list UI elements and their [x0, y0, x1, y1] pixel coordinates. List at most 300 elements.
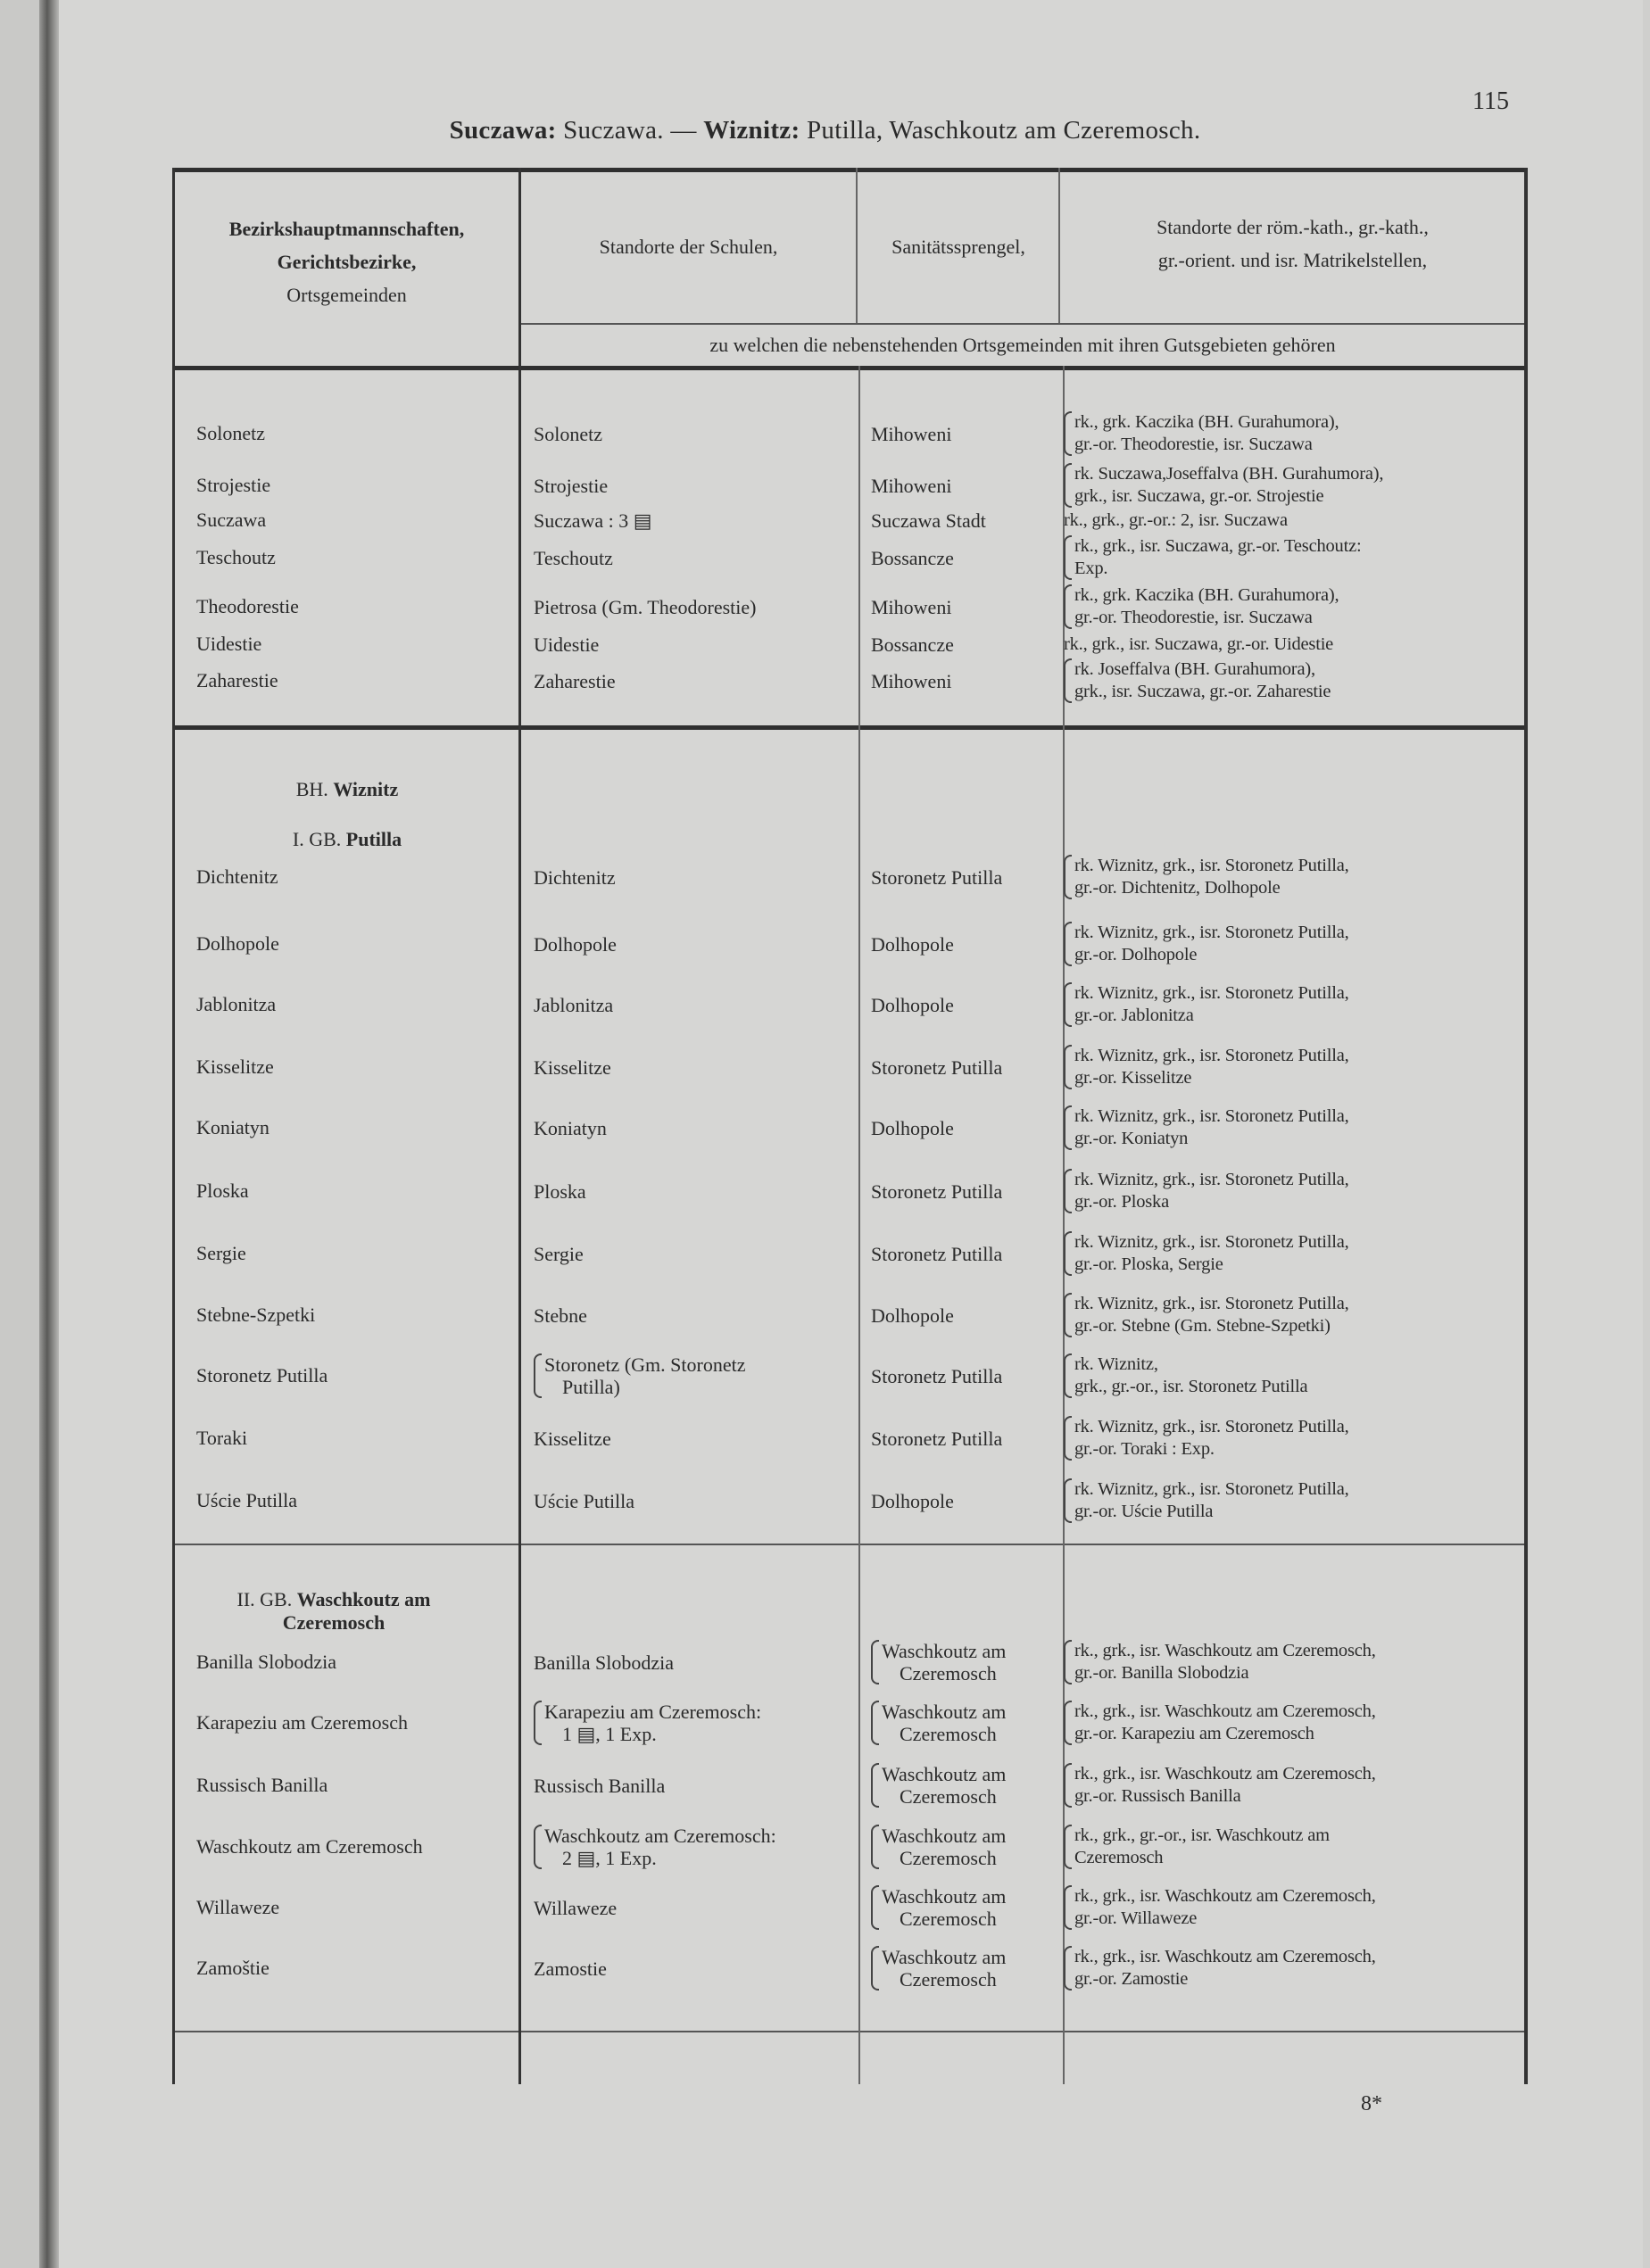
brace-icon [1064, 1825, 1072, 1869]
section-heading [200, 778, 494, 801]
data-table [172, 168, 1528, 2084]
school-location-cell-lines [534, 596, 756, 618]
sanitary-district-cell [871, 1042, 1072, 1092]
registry-office-cell-line: gr.-or. Karapeziu am Czeremosch [1074, 1724, 1314, 1743]
school-location-cell-line: Putilla) [562, 1376, 620, 1398]
registry-office-cell-line: rk. Wiznitz, grk., isr. Storonetz Putilla, [1074, 1417, 1349, 1436]
registry-office-cell-line: gr.-or. Russisch Banilla [1074, 1786, 1241, 1806]
registry-office-cell-lines [1064, 509, 1288, 532]
registry-office-cell-line: rk. Wiznitz, grk., isr. Storonetz Putilla, [1074, 1232, 1349, 1252]
brace-icon [534, 1701, 542, 1745]
school-location-cell-line: Teschoutz [534, 546, 613, 569]
school-location-cell [534, 980, 864, 1030]
school-location-cell-line: 2 ▤, 1 Exp. [562, 1847, 657, 1869]
sanitary-district-cell-lines [871, 1243, 1002, 1265]
school-location-cell-line: Dichtenitz [534, 865, 616, 889]
registry-office-cell [1064, 1476, 1528, 1526]
section-rule-1 [175, 725, 1524, 730]
registry-office-cell-line: rk. Joseffalva (BH. Gurahumora), [1074, 659, 1315, 679]
section-heading [200, 828, 494, 851]
municipality-name: Ploska [196, 1180, 249, 1202]
brace-icon [871, 1701, 879, 1745]
school-location-cell-lines [534, 1243, 584, 1265]
school-location-cell-lines [534, 423, 602, 445]
page-title [0, 116, 1650, 145]
sanitary-district-cell-lines [871, 1428, 1002, 1450]
scan-margin-right [1643, 0, 1650, 2268]
registry-office-cell-lines [1064, 633, 1333, 656]
registry-office-cell-line: rk. Wiznitz, grk., isr. Storonetz Putilla, [1074, 1294, 1349, 1313]
brace-icon [871, 1825, 879, 1869]
header-col-sanitary: Sanitätssprengel, [891, 236, 1025, 258]
sanitary-district-cell-lines [871, 633, 954, 656]
brace-icon [871, 1885, 879, 1930]
school-location-cell-lines [534, 1651, 674, 1674]
school-location-cell-lines [544, 1353, 745, 1398]
school-location-cell-line: Kisselitze [534, 1055, 611, 1079]
sanitary-district-cell-line: Mihoweni [871, 422, 952, 445]
brace-icon [1064, 1763, 1072, 1808]
school-location-cell-line: Uidestie [534, 633, 600, 656]
school-location-cell-lines [534, 1897, 617, 1919]
school-location-cell [534, 533, 864, 583]
sanitary-district-cell [871, 1637, 1072, 1687]
registry-office-cell-lines [1074, 1640, 1376, 1684]
section-heading-prefix: BH. [295, 778, 334, 800]
registry-office-cell-line: rk. Suczawa,Joseffalva (BH. Gurahumora), [1074, 464, 1384, 484]
header-col1-line2: Gerichtsbezirke, [277, 251, 417, 273]
municipality-cell [196, 533, 509, 583]
school-location-cell-line: Stebne [534, 1304, 587, 1327]
brace-icon [1064, 1169, 1072, 1213]
sanitary-district-cell-lines [882, 1825, 1006, 1869]
school-location-cell [534, 1042, 864, 1092]
registry-office-cell-line: gr.-or. Stebne (Gm. Stebne-Szpetki) [1074, 1316, 1331, 1336]
school-location-cell-line: Storonetz (Gm. Storonetz [544, 1353, 746, 1376]
registry-office-cell-line: rk., grk., gr.-or.: 2, isr. Suczawa [1064, 509, 1288, 530]
sanitary-district-cell-lines [871, 1117, 954, 1139]
header-col-schools: Standorte der Schulen, [599, 236, 778, 258]
sanitary-district-cell-line: Waschkoutz am [882, 1640, 1007, 1662]
school-location-cell-lines [534, 1490, 634, 1512]
registry-office-cell-lines [1074, 535, 1362, 580]
registry-office-cell-line: rk. Wiznitz, grk., isr. Storonetz Putilla, [1074, 983, 1349, 1003]
registry-office-cell-lines [1074, 1045, 1349, 1089]
brace-icon [1064, 1045, 1072, 1089]
table-row [175, 1290, 1524, 1340]
table-row [175, 656, 1524, 706]
table-row [175, 1413, 1524, 1463]
brace-icon [1064, 1416, 1072, 1461]
registry-office-cell-line: gr.-or. Theodorestie, isr. Suczawa [1074, 608, 1313, 627]
municipality-name: Waschkoutz am Czeremosch [196, 1835, 423, 1858]
registry-office-cell-lines [1074, 855, 1349, 899]
municipality-cell [196, 1166, 509, 1216]
sanitary-district-cell-lines [882, 1946, 1006, 1991]
header-col4-line2: gr.-orient. und isr. Matrikelstellen, [1157, 249, 1428, 271]
scan-margin [0, 0, 39, 2268]
sanitary-district-cell-line: Mihoweni [871, 474, 952, 497]
registry-office-cell-line: Czeremosch [1074, 1848, 1164, 1867]
school-location-cell-lines [544, 1701, 761, 1745]
sanitary-district-cell-line: Storonetz Putilla [871, 1364, 1003, 1387]
table-row [175, 533, 1524, 583]
registry-office-cell-line: Exp. [1074, 559, 1108, 578]
sanitary-district-cell-line: Suczawa Stadt [871, 509, 986, 532]
table-row [175, 852, 1524, 902]
sanitary-district-cell [871, 1229, 1072, 1279]
brace-icon [871, 1640, 879, 1684]
municipality-name: Toraki [196, 1427, 248, 1449]
title-text-a: Suczawa. — [556, 116, 704, 145]
sanitary-district-cell [871, 1760, 1072, 1810]
municipality-cell [196, 1290, 509, 1340]
school-location-cell [534, 1760, 864, 1810]
table-row [175, 1166, 1524, 1216]
registry-office-cell-line: rk. Wiznitz, [1074, 1354, 1158, 1374]
registry-office-cell-line: rk. Wiznitz, grk., isr. Storonetz Putilla, [1074, 1046, 1349, 1065]
registry-office-cell-line: rk. Wiznitz, grk., isr. Storonetz Putilla, [1074, 1106, 1349, 1126]
municipality-name: Theodorestie [196, 595, 299, 617]
school-location-cell-line: Kisselitze [534, 1427, 611, 1450]
sanitary-district-cell-line: Waschkoutz am [882, 1763, 1007, 1785]
registry-office-cell-line: gr.-or. Ploska, Sergie [1074, 1254, 1223, 1274]
table-row [175, 1883, 1524, 1933]
school-location-cell-line: Ploska [534, 1180, 586, 1203]
sanitary-district-cell-line: Storonetz Putilla [871, 1242, 1003, 1265]
table-row [175, 1103, 1524, 1153]
header-col-registry [1061, 211, 1524, 277]
school-location-cell [534, 1883, 864, 1933]
sanitary-district-cell-lines [871, 1490, 954, 1512]
school-location-cell [534, 1637, 864, 1687]
municipality-cell [196, 1822, 509, 1872]
sanitary-district-cell-line: Mihoweni [871, 595, 952, 618]
municipality-cell [196, 919, 509, 969]
registry-office-cell-line: rk., grk., isr. Waschkoutz am Czeremosch, [1074, 1764, 1376, 1784]
registry-office-cell-lines [1074, 1416, 1349, 1461]
table-row [175, 1229, 1524, 1279]
school-location-cell-lines [534, 1056, 611, 1079]
header-col4-line1: Standorte der röm.-kath., gr.-kath., [1157, 216, 1429, 238]
school-location-cell-line: Russisch Banilla [534, 1774, 666, 1797]
sanitary-district-cell [871, 533, 1072, 583]
municipality-name: Jablonitza [196, 993, 277, 1015]
sanitary-district-cell [871, 1943, 1072, 1993]
registry-office-cell-lines [1074, 658, 1331, 703]
sanitary-district-cell-lines [871, 423, 951, 445]
registry-office-cell-lines [1074, 1701, 1376, 1745]
school-location-cell-line: Strojestie [534, 474, 609, 497]
registry-office-cell-lines [1074, 1478, 1349, 1523]
school-location-cell-line: Willaweze [534, 1896, 618, 1919]
sanitary-district-cell [871, 409, 1072, 459]
sanitary-district-cell [871, 1883, 1072, 1933]
municipality-cell [196, 1229, 509, 1279]
registry-office-cell-line: gr.-or. Uście Putilla [1074, 1502, 1214, 1521]
school-location-cell-lines [534, 1958, 607, 1980]
brace-icon [1064, 411, 1072, 456]
school-location-cell-lines [534, 866, 616, 889]
sanitary-district-cell-line: Waschkoutz am [882, 1946, 1007, 1968]
registry-office-cell [1064, 1042, 1528, 1092]
school-location-cell-lines [544, 1825, 776, 1869]
header-span-note: zu welchen die nebenstehenden Ortsgemeinden mit ihren Gutsgebieten gehören [709, 334, 1336, 356]
sanitary-district-cell-lines [871, 1180, 1002, 1203]
registry-office-cell [1064, 409, 1528, 459]
municipality-cell [196, 1883, 509, 1933]
brace-icon [1064, 1946, 1072, 1991]
registry-office-cell-line: rk., grk. Kaczika (BH. Gurahumora), [1074, 412, 1339, 432]
section-heading-name: Waschkoutz am Czeremosch [282, 1588, 431, 1634]
school-location-cell [534, 409, 864, 459]
table-row [175, 1476, 1524, 1526]
sanitary-district-cell-line: Waschkoutz am [882, 1825, 1007, 1847]
sanitary-district-cell-line: Czeremosch [900, 1847, 997, 1869]
section-heading-name: Putilla [345, 828, 402, 850]
school-location-cell [534, 1103, 864, 1153]
sanitary-district-cell-line: Czeremosch [900, 1908, 997, 1930]
school-location-cell-lines [534, 994, 613, 1016]
registry-office-cell-lines [1074, 1825, 1330, 1869]
section-heading-name: Wiznitz [333, 778, 399, 800]
column-divider-3-header [1058, 168, 1060, 323]
table-row [175, 1698, 1524, 1748]
municipality-name: Koniatyn [196, 1116, 269, 1138]
registry-office-cell-line: rk. Wiznitz, grk., isr. Storonetz Putilla, [1074, 856, 1349, 875]
sanitary-district-cell [871, 852, 1072, 902]
title-district-a: Suczawa: [449, 116, 557, 145]
registry-office-cell [1064, 1290, 1528, 1340]
brace-icon [871, 1946, 879, 1991]
municipality-cell [196, 1351, 509, 1401]
school-location-cell-line: Suczawa : 3 ▤ [534, 509, 652, 532]
registry-office-cell-line: rk. Wiznitz, grk., isr. Storonetz Putilla, [1074, 923, 1349, 942]
section-heading [200, 1588, 468, 1635]
sanitary-district-cell-line: Storonetz Putilla [871, 1427, 1003, 1450]
registry-office-cell [1064, 1103, 1528, 1153]
sanitary-district-cell-line: Dolhopole [871, 993, 954, 1016]
page-number: 115 [1472, 87, 1509, 115]
table-row [175, 1042, 1524, 1092]
school-location-cell [534, 1351, 864, 1401]
section-heading-prefix: I. GB. [292, 828, 346, 850]
registry-office-cell-lines [1074, 1353, 1307, 1398]
registry-office-cell-line: gr.-or. Banilla Slobodzia [1074, 1663, 1249, 1683]
sanitary-district-cell-line: Bossancze [871, 633, 954, 656]
municipality-name: Uście Putilla [196, 1489, 298, 1511]
municipality-cell [196, 1943, 509, 1993]
municipality-name: Dichtenitz [196, 865, 278, 888]
municipality-name: Uidestie [196, 633, 262, 655]
school-location-cell-lines [534, 1180, 586, 1203]
school-location-cell-line: Koniatyn [534, 1116, 607, 1139]
brace-icon [1064, 1701, 1072, 1745]
registry-office-cell [1064, 1413, 1528, 1463]
municipality-name: Willaweze [196, 1896, 280, 1918]
registry-office-cell-line: gr.-or. Toraki : Exp. [1074, 1439, 1215, 1459]
municipality-cell [196, 409, 509, 459]
school-location-cell [534, 656, 864, 706]
registry-office-cell-line: rk., grk., isr. Waschkoutz am Czeremosch, [1074, 1886, 1376, 1906]
municipality-cell [196, 1698, 509, 1748]
school-location-cell-lines [534, 933, 617, 956]
sanitary-district-cell-lines [882, 1701, 1006, 1745]
sanitary-district-cell [871, 1698, 1072, 1748]
school-location-cell-line: 1 ▤, 1 Exp. [562, 1723, 657, 1745]
sanitary-district-cell-line: Czeremosch [900, 1662, 997, 1684]
sanitary-district-cell-lines [882, 1763, 1006, 1808]
school-location-cell [534, 1166, 864, 1216]
municipality-cell [196, 1103, 509, 1153]
registry-office-cell-lines [1074, 1763, 1376, 1808]
sanitary-district-cell-line: Storonetz Putilla [871, 1055, 1003, 1079]
table-row [175, 1637, 1524, 1687]
municipality-cell [196, 1413, 509, 1463]
sanitary-district-cell-line: Mihoweni [871, 669, 952, 692]
registry-office-cell-line: gr.-or. Dolhopole [1074, 945, 1198, 964]
municipality-name: Storonetz Putilla [196, 1364, 328, 1386]
registry-office-cell [1064, 1637, 1528, 1687]
brace-icon [1064, 1640, 1072, 1684]
registry-office-cell-lines [1074, 1169, 1349, 1213]
registry-office-cell-line: rk., grk., isr. Suczawa, gr.-or. Uidestie [1064, 633, 1334, 654]
sanitary-district-cell [871, 919, 1072, 969]
school-location-cell-lines [534, 670, 616, 692]
sanitary-district-cell-line: Waschkoutz am [882, 1885, 1007, 1908]
school-location-cell-lines [534, 1775, 665, 1797]
registry-office-cell [1064, 919, 1528, 969]
sanitary-district-cell-lines [871, 596, 951, 618]
registry-office-cell-line: rk., grk., gr.-or., isr. Waschkoutz am [1074, 1825, 1330, 1845]
signature-mark: 8* [1361, 2092, 1382, 2115]
registry-office-cell-line: gr.-or. Dichtenitz, Dolhopole [1074, 878, 1281, 898]
registry-office-cell-line: gr.-or. Kisselitze [1074, 1068, 1192, 1088]
sanitary-district-cell-line: Dolhopole [871, 1489, 954, 1512]
sanitary-district-cell-lines [871, 509, 986, 532]
registry-office-cell-lines [1074, 1231, 1349, 1276]
title-district-b: Wiznitz: [703, 116, 800, 145]
brace-icon [534, 1825, 542, 1869]
sanitary-district-cell-lines [871, 933, 954, 956]
table-row [175, 409, 1524, 459]
brace-icon [1064, 1353, 1072, 1398]
registry-office-cell-line: grk., isr. Suczawa, gr.-or. Strojestie [1074, 486, 1324, 506]
school-location-cell-line: Jablonitza [534, 993, 614, 1016]
registry-office-cell-lines [1074, 922, 1349, 966]
registry-office-cell-line: rk., grk. Kaczika (BH. Gurahumora), [1074, 585, 1339, 605]
registry-office-cell [1064, 1760, 1528, 1810]
sanitary-district-cell-lines [882, 1885, 1006, 1930]
school-location-cell [534, 1476, 864, 1526]
brace-icon [1064, 1478, 1072, 1523]
sanitary-district-cell-line: Storonetz Putilla [871, 865, 1003, 889]
municipality-cell [196, 656, 509, 706]
sanitary-district-cell-line: Waschkoutz am [882, 1701, 1007, 1723]
municipality-cell [196, 980, 509, 1030]
brace-icon [1064, 535, 1072, 580]
brace-icon [871, 1763, 879, 1808]
registry-office-cell-lines [1074, 1946, 1376, 1991]
brace-icon [1064, 922, 1072, 966]
registry-office-cell-lines [1074, 1293, 1349, 1337]
school-location-cell [534, 1698, 864, 1748]
registry-office-cell-line: gr.-or. Koniatyn [1074, 1129, 1189, 1148]
table-row [175, 980, 1524, 1030]
sanitary-district-cell-lines [871, 670, 951, 692]
municipality-name: Zaharestie [196, 669, 278, 691]
school-location-cell-lines [534, 547, 613, 569]
sanitary-district-cell-lines [871, 475, 951, 497]
registry-office-cell-line: grk., isr. Suczawa, gr.-or. Zaharestie [1074, 682, 1331, 701]
sanitary-district-cell [871, 1476, 1072, 1526]
header-col1-line1: Bezirkshauptmannschaften, [228, 218, 465, 240]
registry-office-cell-line: gr.-or. Zamostie [1074, 1969, 1189, 1989]
registry-office-cell-line: rk., grk., isr. Waschkoutz am Czeremosch, [1074, 1947, 1376, 1966]
registry-office-cell-lines [1074, 1105, 1349, 1150]
sanitary-district-cell-line: Dolhopole [871, 1304, 954, 1327]
school-location-cell-line: Solonetz [534, 422, 602, 445]
registry-office-cell-lines [1074, 982, 1349, 1027]
school-location-cell [534, 1413, 864, 1463]
header-bottom-rule [175, 366, 1524, 370]
brace-icon [1064, 1293, 1072, 1337]
municipality-cell [196, 852, 509, 902]
brace-icon [534, 1353, 542, 1398]
registry-office-cell-line: rk., grk., isr. Waschkoutz am Czeremosch, [1074, 1641, 1376, 1660]
school-location-cell-lines [534, 1117, 607, 1139]
section-rule-2 [175, 1544, 1524, 1545]
municipality-name: Teschoutz [196, 546, 276, 568]
school-location-cell-line: Waschkoutz am Czeremosch: [544, 1825, 776, 1847]
school-location-cell-lines [534, 1304, 587, 1327]
school-location-cell-lines [534, 509, 652, 532]
school-location-cell [534, 852, 864, 902]
municipality-name: Karapeziu am Czeremosch [196, 1711, 408, 1734]
registry-office-cell [1064, 1943, 1528, 1993]
brace-icon [1064, 855, 1072, 899]
school-location-cell-line: Uście Putilla [534, 1489, 635, 1512]
sanitary-district-cell [871, 1103, 1072, 1153]
municipality-name: Sergie [196, 1242, 246, 1264]
school-location-cell-lines [534, 633, 599, 656]
registry-office-cell [1064, 656, 1528, 706]
registry-office-cell [1064, 1166, 1528, 1216]
school-location-cell-line: Dolhopole [534, 932, 617, 956]
school-location-cell-lines [534, 475, 608, 497]
registry-office-cell-line: rk., grk., isr. Waschkoutz am Czeremosch, [1074, 1701, 1376, 1721]
municipality-name: Kisselitze [196, 1055, 274, 1078]
sanitary-district-cell-lines [871, 547, 954, 569]
registry-office-cell-line: rk., grk., isr. Suczawa, gr.-or. Teschoutz: [1074, 536, 1362, 556]
registry-office-cell-line: gr.-or. Jablonitza [1074, 1006, 1194, 1025]
table-row [175, 919, 1524, 969]
municipality-name: Suczawa [196, 509, 267, 531]
municipality-name: Zamoštie [196, 1957, 269, 1979]
header-col1-line3: Ortsgemeinden [286, 284, 407, 306]
school-location-cell [534, 1822, 864, 1872]
sanitary-district-cell [871, 1351, 1072, 1401]
sanitary-district-cell-lines [871, 1365, 1002, 1387]
table-top-rule [175, 168, 1524, 172]
brace-icon [1064, 1105, 1072, 1150]
brace-icon [1064, 658, 1072, 703]
registry-office-cell-lines [1074, 411, 1339, 456]
registry-office-cell [1064, 1351, 1528, 1401]
sanitary-district-cell-line: Dolhopole [871, 1116, 954, 1139]
binding-edge [39, 0, 59, 2268]
municipality-name: Strojestie [196, 474, 271, 496]
